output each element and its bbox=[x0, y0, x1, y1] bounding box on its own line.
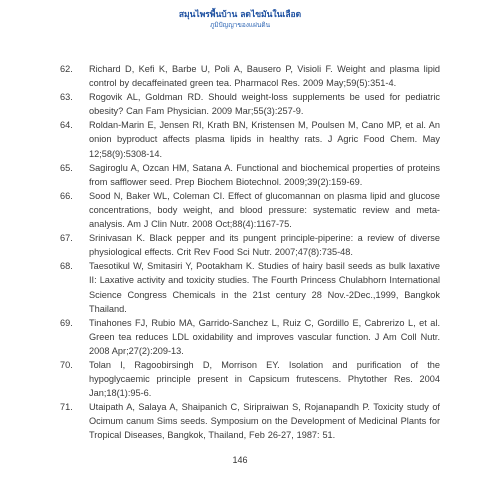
reference-list bbox=[60, 62, 440, 443]
reference-number: 69. bbox=[60, 317, 73, 328]
reference-number: 70. bbox=[60, 359, 73, 370]
reference-text: Taesotikul W, Smitasiri Y, Pootakham K. Studies of hairy basil seeds as bulk laxative II: Laxative activity and toxicity studies. The Fourth Princess Chulabhorn International Science Congress Chemicals in the 21st century 28 Nov.-2Dec.,1999, Bangkok Thailand. bbox=[89, 261, 440, 314]
reference-item bbox=[60, 358, 440, 400]
reference-item bbox=[60, 231, 440, 259]
reference-item bbox=[60, 90, 440, 118]
reference-item bbox=[60, 400, 440, 442]
reference-item bbox=[60, 316, 440, 358]
reference-text: Richard D, Kefi K, Barbe U, Poli A, Bausero P, Visioli F. Weight and plasma lipid control by decaffeinated green tea. Pharmacol Res. 2009 May;59(5):351-4. bbox=[89, 64, 440, 89]
page-header bbox=[0, 10, 480, 30]
reference-text: Sagiroglu A, Ozcan HM, Satana A. Functional and biochemical properties of proteins from safflower seed. Prep Biochem Biotechnol. 2009;39(2):159-69. bbox=[89, 162, 440, 187]
header-title: สมุนไพรพื้นบ้าน ลดไขมันในเลือด bbox=[178, 10, 302, 20]
reference-number: 66. bbox=[60, 190, 73, 201]
reference-item bbox=[60, 118, 440, 160]
reference-text: Utaipath A, Salaya A, Shaipanich C, Siripraiwan S, Rojanapandh P. Toxicity study of Ocimum canum Sims seeds. Symposium on the Development of Medicinal Plants for Tropical Diseases, Bangkok, Thailand, Feb 26-27, 1987: 51. bbox=[89, 402, 440, 441]
reference-text: Tinahones FJ, Rubio MA, Garrido-Sanchez L, Ruiz C, Gordillo E, Cabrerizo L, et al. Green tea reduces LDL oxidability and improves vascular function. J Am Coll Nutr. 2008 Apr;27(2):209-13. bbox=[89, 317, 440, 356]
reference-item bbox=[60, 189, 440, 231]
reference-text: Roldan-Marin E, Jensen RI, Krath BN, Kristensen M, Poulsen M, Cano MP, et al. An onion byproduct affects plasma lipids in healthy rats. J Agric Food Chem. May 12;58(9):5308-14. bbox=[89, 120, 440, 159]
reference-item bbox=[60, 161, 440, 189]
reference-number: 67. bbox=[60, 233, 73, 244]
reference-number: 62. bbox=[60, 64, 73, 74]
reference-number: 65. bbox=[60, 162, 73, 173]
reference-text: Tolan I, Ragoobirsingh D, Morrison EY. Isolation and purification of the hypoglycaemic principle present in Capsicum frutescens. Phytother Res. 2004 Jan;18(1):95-6. bbox=[89, 359, 440, 399]
header-subtitle: ภูมิปัญญาของแผ่นดิน bbox=[209, 21, 271, 29]
reference-item bbox=[60, 259, 440, 315]
page-number: 146 bbox=[232, 455, 248, 465]
reference-number: 71. bbox=[60, 402, 73, 413]
reference-number: 64. bbox=[60, 120, 73, 131]
reference-text: Sood N, Baker WL, Coleman CI. Effect of glucomannan on plasma lipid and glucose concentrations, body weight, and blood pressure: systematic review and meta-analysis. Am J Clin Nutr. 2008 Oct;88(4):1167-75. bbox=[89, 190, 440, 230]
reference-number: 63. bbox=[60, 92, 73, 103]
reference-item bbox=[60, 62, 440, 90]
reference-text: Rogovik AL, Goldman RD. Should weight-loss supplements be used for pediatric obesity? Can Fam Physician. 2009 Mar;55(3):257-9. bbox=[89, 92, 440, 117]
reference-number: 68. bbox=[60, 261, 73, 272]
reference-text: Srinivasan K. Black pepper and its pungent principle-piperine: a review of diverse physiological effects. Crit Rev Food Sci Nutr. 2007;47(8):735-48. bbox=[89, 233, 440, 258]
